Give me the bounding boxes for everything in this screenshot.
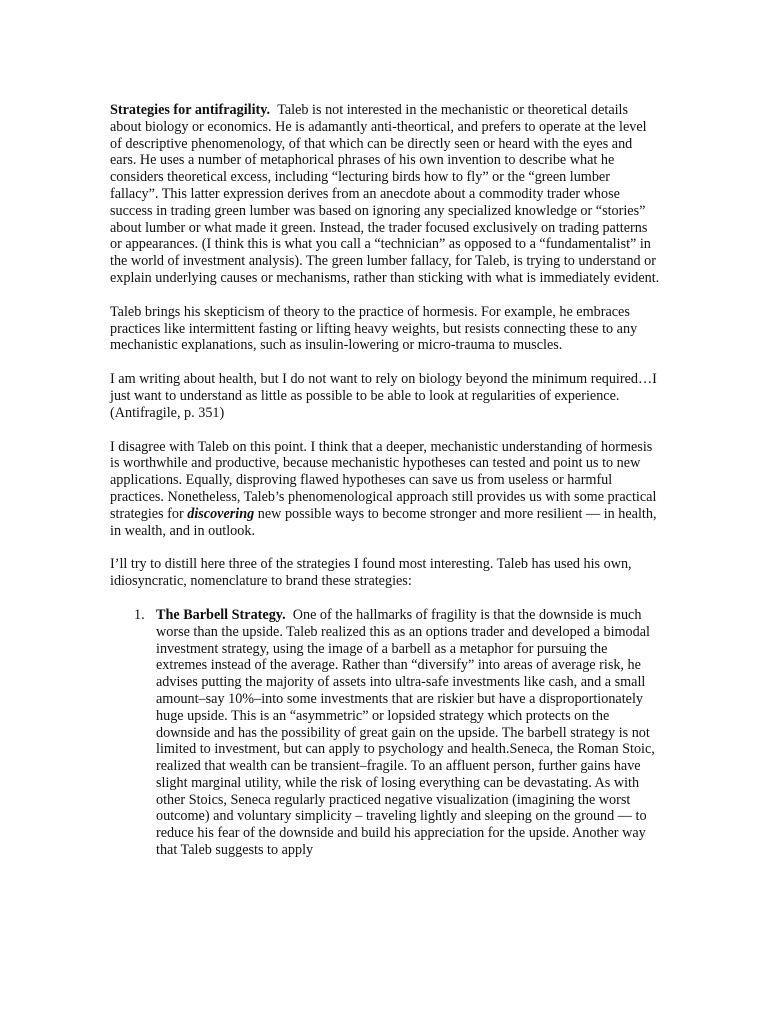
list-item: [110, 607, 661, 859]
paragraph-hormesis: Taleb brings his skepticism of theory to the practice of hormesis. For example, he embraces practices like intermittent fasting or lifting heavy weights, but resists connecting these to any mechanistic explanations, such as insulin-lowering or micro-trauma to muscles.: [110, 303, 638, 354]
paragraph-strategies: [110, 102, 661, 287]
paragraph-distill: I’ll try to distill here three of the strategies I found most interesting. Taleb has used his own, idiosyncratic, nomenclature to brand these strategies:: [110, 556, 632, 590]
block-quote: I am writing about health, but I do not want to rely on biology beyond the minimum required…I just want to understand as little as possible to be able to look at regularities of experience. (Antifragile, p. 351): [110, 371, 657, 421]
paragraph-text: new possible ways to become stronger and more resilient — in health, in wealth, and in outlook.: [110, 505, 657, 539]
paragraph-text: I disagree with Taleb on this point. I think that a deeper, mechanistic understanding of hormesis is worthwhile and productive, because mechanistic hypotheses can tested and point us to new applications. Equally, disproving flawed hypotheses can save us from useless or harmful practices. Nonetheless, Taleb’s phenomenological approach still provides us with some practical strategies for: [110, 438, 657, 522]
list-number: 1.: [134, 606, 145, 623]
document-page: [110, 102, 661, 859]
section-heading: Strategies for antifragility.: [110, 102, 271, 118]
list-item-text: One of the hallmarks of fragility is that the downside is much worse than the upside. Taleb realized this as an options trader and developed a bimodal investment strategy, using the image of a barbell as a metaphor for pursuing the extremes instead of the average. Rather than “diversify” into areas of average risk, he advises putting the majority of assets into ultra-safe investments like cash, and a small amount–say 10%–into some investments that are riskier but have a disproportionately huge upside. This is an “asymmetric” or lopsided strategy which protects on the downside and has the possibility of great gain on the upside. The barbell strategy is not limited to investment, but can apply to psychology and health.Seneca, the Roman Stoic, realized that wealth can be transient–fragile. To an affluent person, further gains have slight marginal utility, while the risk of losing everything can be devastating. As with other Stoics, Seneca regularly practiced negative visualization (imagining the worst outcome) and voluntary simplicity – traveling lightly and sleeping on the ground — to reduce his fear of the downside and build his appreciation for the upside. Another way that Taleb suggests to apply: [156, 606, 655, 859]
paragraph-disagree: [110, 439, 661, 540]
emphasis-discovering: discovering: [187, 505, 255, 522]
list-item-title: The Barbell Strategy.: [156, 606, 286, 623]
paragraph-text: Taleb is not interested in the mechanistic or theoretical details about biology or economics. He is adamantly anti-theortical, and prefers to operate at the level of descriptive phenomenology, of that which can be directly seen or heard with the eyes and ears. He uses a number of metaphorical phrases of his own invention to describe what he considers theoretical excess, including “lecturing birds how to fly” or the “green lumber fallacy”. This latter expression derives from an anecdote about a commodity trader whose success in trading green lumber was based on ignoring any specialized knowledge or “stories” about lumber or what made it green. Instead, the trader focused exclusively on trading patterns or appearances. (I think this is what you call a “technician” as opposed to a “fundamentalist” in the world of investment analysis). The green lumber fallacy, for Taleb, is trying to understand or explain underlying causes or mechanisms, rather than sticking with what is immediately evident.: [110, 102, 660, 286]
list-item-body: [156, 607, 661, 859]
